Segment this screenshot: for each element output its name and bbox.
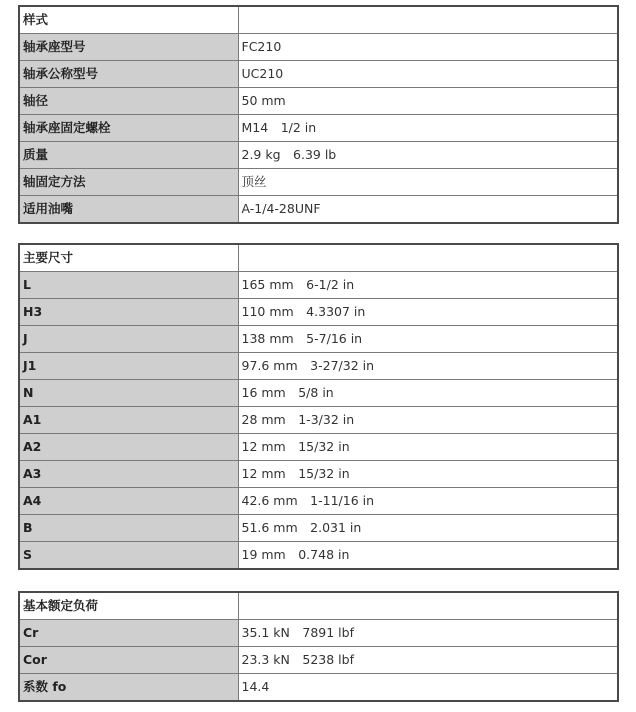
section-title-value (238, 592, 618, 620)
table-row (19, 461, 618, 488)
row-label: H3 (19, 299, 238, 326)
row-value: 138 mm 5-7/16 in (238, 326, 618, 353)
row-value: 顶丝 (238, 169, 618, 196)
table-row (19, 434, 618, 461)
table-row (19, 115, 618, 142)
table-row (19, 88, 618, 115)
table-row (19, 326, 618, 353)
row-label: 轴承座固定螺栓 (19, 115, 238, 142)
row-value: 12 mm 15/32 in (238, 434, 618, 461)
row-label: 适用油嘴 (19, 196, 238, 224)
row-value: FC210 (238, 34, 618, 61)
section-title: 基本额定负荷 (19, 592, 238, 620)
row-label: A4 (19, 488, 238, 515)
row-label: 系数 fo (19, 674, 238, 702)
table-row (19, 515, 618, 542)
row-label: 质量 (19, 142, 238, 169)
section-title-value (238, 6, 618, 34)
row-label: 轴固定方法 (19, 169, 238, 196)
table-row (19, 407, 618, 434)
row-label: 轴承公称型号 (19, 61, 238, 88)
row-value: 51.6 mm 2.031 in (238, 515, 618, 542)
row-value: 14.4 (238, 674, 618, 702)
table-row (19, 542, 618, 570)
row-label: Cor (19, 647, 238, 674)
table-row (19, 196, 618, 224)
table-row (19, 142, 618, 169)
row-value: 28 mm 1-3/32 in (238, 407, 618, 434)
row-value: 42.6 mm 1-11/16 in (238, 488, 618, 515)
row-label: L (19, 272, 238, 299)
row-value: 2.9 kg 6.39 lb (238, 142, 618, 169)
style-table (18, 5, 619, 224)
row-value: 110 mm 4.3307 in (238, 299, 618, 326)
section-title: 主要尺寸 (19, 244, 238, 272)
row-label: 轴径 (19, 88, 238, 115)
table-row (19, 353, 618, 380)
row-value: 19 mm 0.748 in (238, 542, 618, 570)
table-row (19, 299, 618, 326)
row-label: S (19, 542, 238, 570)
table-row (19, 34, 618, 61)
row-value: 50 mm (238, 88, 618, 115)
row-value: 12 mm 15/32 in (238, 461, 618, 488)
table-row (19, 647, 618, 674)
dimensions-table (18, 243, 619, 570)
table-header-row (19, 592, 618, 620)
row-label: J1 (19, 353, 238, 380)
table-row (19, 674, 618, 702)
row-label: J (19, 326, 238, 353)
table-row (19, 272, 618, 299)
row-value: A-1/4-28UNF (238, 196, 618, 224)
load-rating-table (18, 591, 619, 702)
row-label: N (19, 380, 238, 407)
table-header-row (19, 244, 618, 272)
table-row (19, 488, 618, 515)
table-row (19, 380, 618, 407)
row-value: 35.1 kN 7891 lbf (238, 620, 618, 647)
table-row (19, 61, 618, 88)
row-label: A1 (19, 407, 238, 434)
row-label: B (19, 515, 238, 542)
row-value: 23.3 kN 5238 lbf (238, 647, 618, 674)
row-value: UC210 (238, 61, 618, 88)
section-title: 样式 (19, 6, 238, 34)
row-value: 16 mm 5/8 in (238, 380, 618, 407)
row-label: A2 (19, 434, 238, 461)
table-header-row (19, 6, 618, 34)
table-row (19, 620, 618, 647)
row-label: 轴承座型号 (19, 34, 238, 61)
table-row (19, 169, 618, 196)
row-value: 97.6 mm 3-27/32 in (238, 353, 618, 380)
row-label: Cr (19, 620, 238, 647)
row-value: M14 1/2 in (238, 115, 618, 142)
row-label: A3 (19, 461, 238, 488)
row-value: 165 mm 6-1/2 in (238, 272, 618, 299)
section-title-value (238, 244, 618, 272)
